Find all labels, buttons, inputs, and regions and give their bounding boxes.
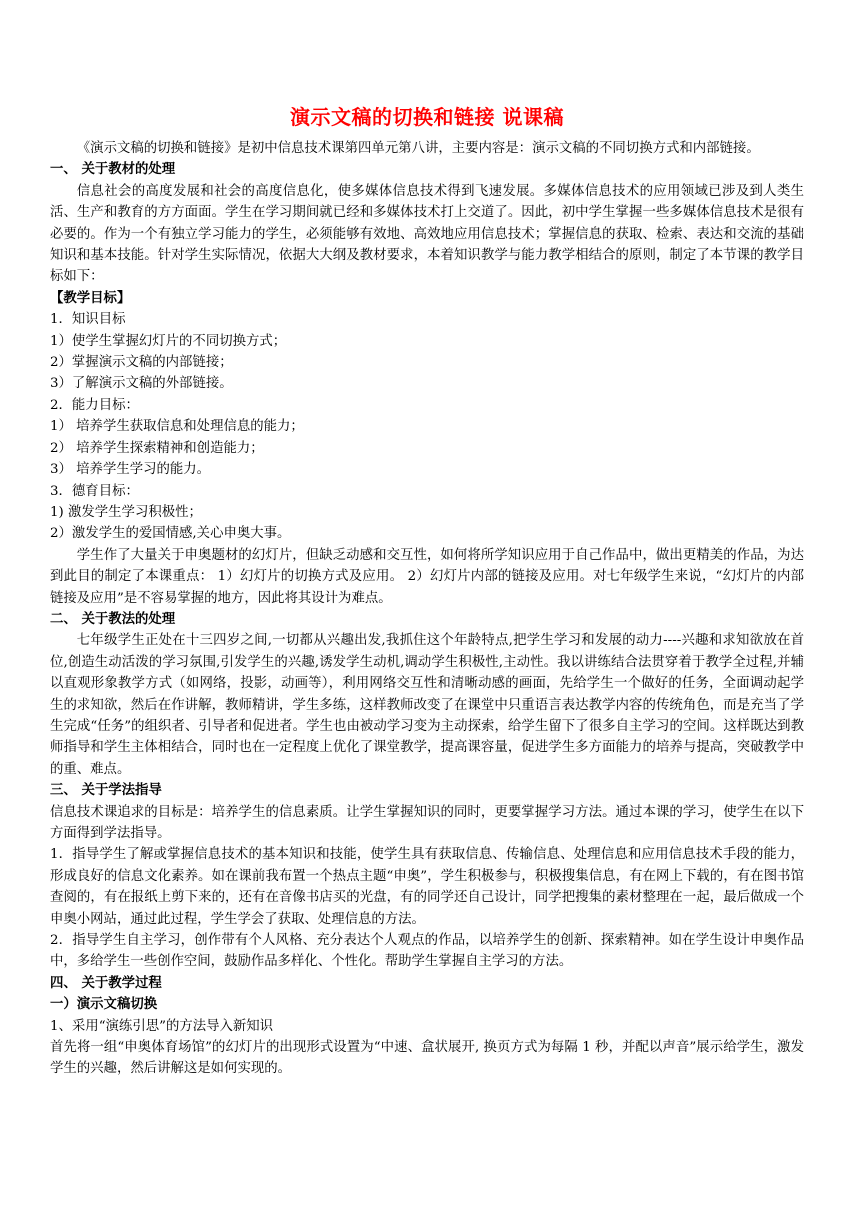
methods-paragraph: 七年级学生正处在十三四岁之间,一切都从兴趣出发,我抓住这个年龄特点,把学生学习和发展的动力----兴趣和求知欲放在首位,创造生动活泼的学习氛围,引发学生的兴趣,诱发学生动机,调动学生积极性,主动性。我以讲练结合法贯穿着于教学全过程,并辅以直观形象教学方式（如网络，投影，动画等），利用网络交互性和清晰动感的画面，先给学生一个做好的任务，全面调动起学生的求知欲，然后在作讲解，教师精讲，学生多练，这样教师改变了在课堂中只重语言表达教学内容的传统角色，而是充当了学生完成“任务”的组织者、引导者和促进者。学生也由被动学习变为主动探索，给学生留下了很多自主学习的空间。这样既达到教师指导和学生主体相结合，同时也在一定程度上优化了课堂教学，提高课容量，促进学生多方面能力的培养与提高，突破教学中的重、难点。 xyxy=(50,633,804,777)
guidance-item-2: 2．指导学生自主学习，创作带有个人风格、充分表达个人观点的作品，以培养学生的创新、探索精神。如在学生设计申奥作品中，多给学生一些创作空间，鼓励作品多样化、个性化。帮助学生掌握自主学习的方法。 xyxy=(50,933,804,970)
key-points-paragraph: 学生作了大量关于申奥题材的幻灯片，但缺乏动感和交互性，如何将所学知识应用于自己作品中，做出更精美的作品，为达到此目的制定了本课重点： 1）幻灯片的切换方式及应用。 2）幻灯片内部的链接及应用。对七年级学生来说，“幻灯片的内部链接及应用”是不容易掌握的地方，因此将其设计为难点。 xyxy=(50,547,804,606)
list-item: 2） 培养学生探索精神和创造能力； xyxy=(50,440,264,456)
process-paragraph: 首先将一组“申奥体育场馆”的幻灯片的出现形式设置为“中速、盒状展开, 换页方式为每隔 1 秒，并配以声音”展示给学生，激发学生的兴趣，然后讲解这是如何实现的。 xyxy=(50,1040,804,1077)
section-heading-learning-guidance: 三、 关于学法指导 xyxy=(50,782,162,799)
list-item: 1）使学生掌握幻灯片的不同切换方式； xyxy=(50,333,287,349)
objectives-heading: 【教学目标】 xyxy=(50,289,131,306)
subsection-heading-transition: 一）演示文稿切换 xyxy=(50,996,158,1013)
moral-objective-heading: 3．德育目标： xyxy=(50,483,139,499)
section-heading-process: 四、 关于教学过程 xyxy=(50,974,162,991)
list-item: 2）掌握演示文稿的内部链接； xyxy=(50,355,233,371)
list-item: 1) 激发学生学习积极性； xyxy=(50,504,202,520)
intro-paragraph: 《演示文稿的切换和链接》是初中信息技术课第四单元第八讲，主要内容是：演示文稿的不同切换方式和内部链接。 xyxy=(76,141,760,156)
process-step-1: 1、采用“演练引思”的方法导入新知识 xyxy=(50,1018,274,1034)
list-item: 3） 培养学生学习的能力。 xyxy=(50,462,211,478)
list-item: 2）激发学生的爱国情感,关心申奥大事。 xyxy=(50,526,291,542)
ability-objective-heading: 2．能力目标： xyxy=(50,397,139,413)
section-heading-methods: 二、 关于教法的处理 xyxy=(50,610,176,627)
section-heading-materials: 一、 关于教材的处理 xyxy=(50,161,176,178)
guidance-item-1: 1．指导学生了解或掌握信息技术的基本知识和技能，使学生具有获取信息、传输信息、处理信息和应用信息技术手段的能力，形成良好的信息文化素养。如在课前我布置一个热点主题“申奥”，学生积极参与，积极搜集信息，有在网上下载的，有在图书馆查阅的，有在报纸上剪下来的，还有在音像书店买的光盘，有的同学还自己设计，同学把搜集的素材整理在一起，最后做成一个申奥小网站，通过此过程，学生学会了获取、处理信息的方法。 xyxy=(50,847,804,927)
materials-paragraph: 信息社会的高度发展和社会的高度信息化，使多媒体信息技术得到飞速发展。多媒体信息技术的应用领域已涉及到人类生活、生产和教育的方方面面。学生在学习期间就已经和多媒体技术打上交道了。因此，初中学生掌握一些多媒体信息技术是很有必要的。作为一个有独立学习能力的学生，必须能够有效地、高效地应用信息技术；掌握信息的获取、检索、表达和交流的基础知识和基本技能。针对学生实际情况，依据大大纲及教材要求，本着知识教学与能力教学相结合的原则，制定了本节课的教学目标如下： xyxy=(50,183,804,285)
learning-guidance-paragraph: 信息技术课追求的目标是：培养学生的信息素质。让学生掌握知识的同时，更要掌握学习方法。通过本课的学习，使学生在以下方面得到学法指导。 xyxy=(50,804,804,841)
knowledge-objective-heading: 1．知识目标 xyxy=(50,312,126,328)
document-title: 演示文稿的切换和链接 说课稿 xyxy=(290,105,564,129)
list-item: 3）了解演示文稿的外部链接。 xyxy=(50,376,233,392)
list-item: 1） 培养学生获取信息和处理信息的能力； xyxy=(50,419,304,435)
